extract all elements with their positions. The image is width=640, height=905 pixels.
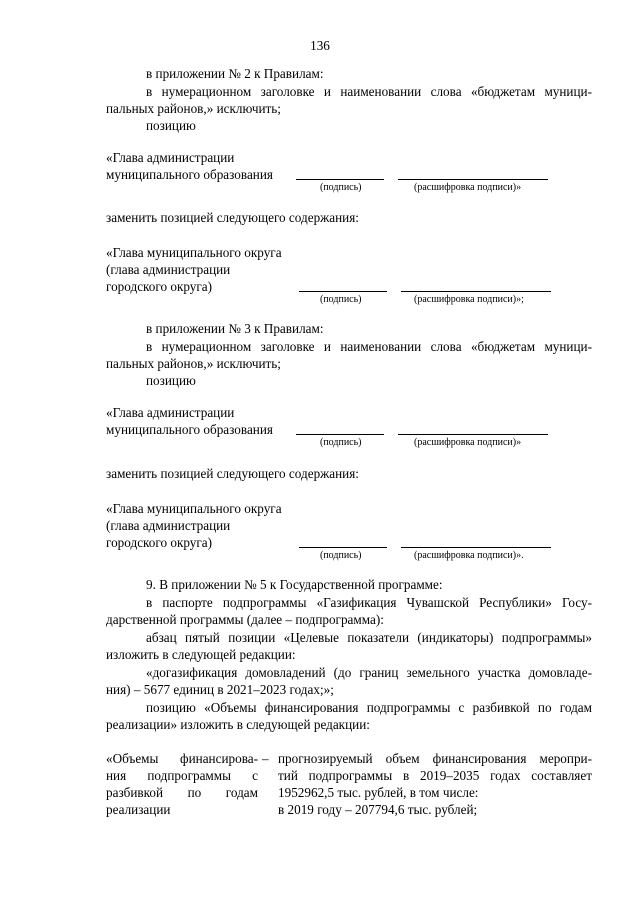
signature-title: городского округа)	[106, 535, 213, 550]
text-line: в нумерационном заголовке и наименовании слова «бюджетам муници-	[146, 84, 592, 99]
signature-caption: (расшифровка подписи)».	[414, 550, 524, 561]
signature-title: (глава администрации	[106, 262, 231, 277]
signature-title: муниципального образования	[106, 422, 273, 437]
text-line: ния) – 5677 единиц в 2021–2023 годах;»;	[106, 682, 334, 697]
signature-title: «Глава администрации	[106, 405, 235, 420]
signature-line	[299, 547, 387, 548]
text-line: реализации» изложить в следующей редакции:	[106, 717, 370, 732]
text-line: изложить в следующей редакции:	[106, 647, 296, 662]
text-line: «догазификация домовладений (до границ земельного участка домовладе-	[146, 665, 592, 680]
signature-caption: (расшифровка подписи)»	[414, 437, 522, 448]
signature-title: «Глава администрации	[106, 150, 235, 165]
text-line: позицию	[146, 373, 196, 388]
text-line: в паспорте подпрограммы «Газификация Чувашской Республики» Госу-	[146, 595, 592, 610]
text-line: в приложении № 3 к Правилам:	[146, 321, 324, 336]
table-left-cell: «Объемы финансирова-	[106, 751, 258, 766]
signature-line	[401, 291, 551, 292]
signature-line	[398, 179, 548, 180]
signature-caption: (подпись)	[320, 294, 362, 305]
text-line: в приложении № 2 к Правилам:	[146, 66, 324, 81]
text-line: заменить позицией следующего содержания:	[106, 210, 359, 225]
text-line: заменить позицией следующего содержания:	[106, 466, 359, 481]
signature-caption: (расшифровка подписи)»	[414, 182, 522, 193]
page-number: 136	[310, 38, 330, 53]
table-left-cell: разбивкой по годам	[106, 785, 258, 800]
text-line: пальных районов,» исключить;	[106, 101, 281, 116]
table-left-cell: реализации	[106, 802, 171, 817]
signature-title: «Глава муниципального округа	[106, 245, 282, 260]
text-line: пальных районов,» исключить;	[106, 356, 281, 371]
signature-line	[296, 179, 384, 180]
signature-caption: (подпись)	[320, 182, 362, 193]
table-dash: –	[262, 751, 269, 766]
table-right-cell: 1952962,5 тыс. рублей, в том числе:	[278, 785, 479, 800]
signature-line	[398, 434, 548, 435]
signature-line	[296, 434, 384, 435]
table-right-cell: в 2019 году – 207794,6 тыс. рублей;	[278, 802, 478, 817]
table-right-cell: прогнозируемый объем финансирования меропри-	[278, 751, 592, 766]
text-line: позицию	[146, 118, 196, 133]
text-line: 9. В приложении № 5 к Государственной программе:	[146, 577, 443, 592]
signature-title: муниципального образования	[106, 167, 273, 182]
table-left-cell: ния подпрограммы с	[106, 768, 258, 783]
signature-line	[401, 547, 551, 548]
signature-caption: (расшифровка подписи)»;	[414, 294, 524, 305]
table-right-cell: тий подпрограммы в 2019–2035 годах составляет	[278, 768, 592, 783]
text-line: абзац пятый позиции «Целевые показатели (индикаторы) подпрограммы»	[146, 630, 592, 645]
signature-title: городского округа)	[106, 279, 213, 294]
signature-caption: (подпись)	[320, 550, 362, 561]
text-line: дарственной программы (далее – подпрограмма):	[106, 612, 384, 627]
text-line: в нумерационном заголовке и наименовании слова «бюджетам муници-	[146, 339, 592, 354]
text-line: позицию «Объемы финансирования подпрограммы с разбивкой по годам	[146, 700, 592, 715]
signature-title: (глава администрации	[106, 518, 231, 533]
signature-line	[299, 291, 387, 292]
signature-caption: (подпись)	[320, 437, 362, 448]
signature-title: «Глава муниципального округа	[106, 501, 282, 516]
